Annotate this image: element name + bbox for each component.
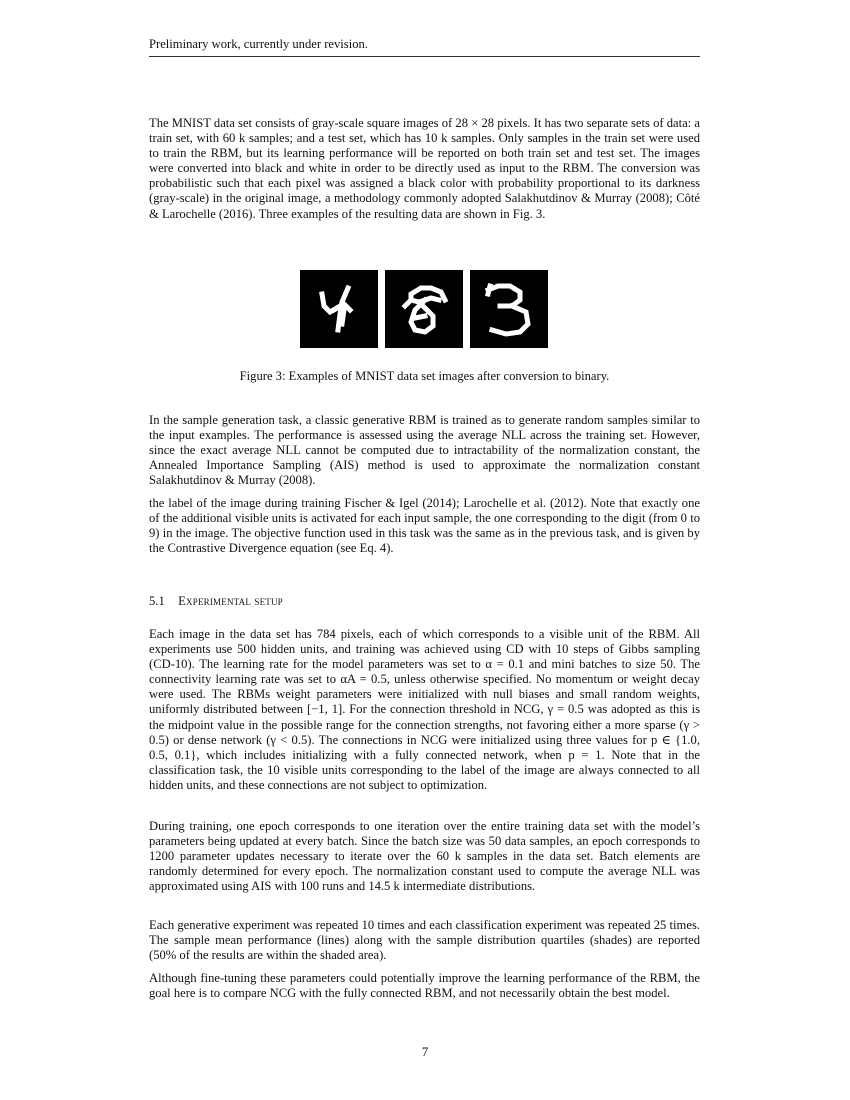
running-header: Preliminary work, currently under revision. — [149, 38, 700, 57]
paragraph-classification-label: the label of the image during training Fischer & Igel (2014); Larochelle et al. (2012). Note that exactly one of the additional visible units is activated for each input sample, the one corresponding to the digit (from 0 to 9) in the image. The objective function used in this task was the same as in the previous task, and is given by the Contrastive Divergence equation (see Eq. 4). — [149, 496, 700, 556]
section-heading-5-1 — [149, 594, 283, 609]
paragraph-fine-tuning: Although fine-tuning these parameters could potentially improve the learning performance of the RBM, the goal here is to compare NCG with the fully connected RBM, and not necessarily obtain the best model. — [149, 971, 700, 1001]
paragraph-repetitions: Each generative experiment was repeated 10 times and each classification experiment was repeated 25 times. The sample mean performance (lines) along with the sample distribution quartiles (shades) are reported (50% of the results are within the shaded area). — [149, 918, 700, 963]
section-title: Experimental setup — [178, 594, 283, 608]
mnist-digit-4-image — [300, 270, 378, 348]
paragraph-sample-generation: In the sample generation task, a classic generative RBM is trained as to generate random samples similar to the input examples. The performance is assessed using the average NLL across the training set. However, since the exact average NLL cannot be computed due to intractability of the normalization constant, the Annealed Importance Sampling (AIS) method is used to approximate the normalization constant Salakhutdinov & Murray (2008). — [149, 413, 700, 488]
paragraph-mnist-description: The MNIST data set consists of gray-scale square images of 28 × 28 pixels. It has two separate sets of data: a train set, with 60 k samples; and a test set, which has 10 k samples. Only samples in the train set were used to train the RBM, but its learning performance will be reported on both train set and test set. The images were converted into black and white in order to be directly used as input to the RBM. The conversion was probabilistic such that each pixel was assigned a black color with probability proportional to its darkness (gray-scale) in the original image, a methodology commonly adopted Salakhutdinov & Murray (2008); Côté & Larochelle (2016). Three examples of the resulting data are shown in Fig. 3. — [149, 116, 700, 221]
paragraph-training-epochs: During training, one epoch corresponds to one iteration over the entire training data set with the model’s parameters being updated at every batch. Since the batch size was 50 data samples, an epoch corresponds to 1200 parameter updates necessary to iterate over the 60 k samples in the data set. Batch elements are randomly determined for every epoch. The normalization constant used to compute the average NLL was approximated using AIS with 100 runs and 14.5 k intermediate distributions. — [149, 819, 700, 894]
figure-3-caption: Figure 3: Examples of MNIST data set images after conversion to binary. — [239, 369, 610, 383]
figure-3 — [300, 270, 550, 348]
page-number: 7 — [421, 1045, 429, 1059]
mnist-digit-8-image — [385, 270, 463, 348]
paragraph-experimental-details: Each image in the data set has 784 pixels, each of which corresponds to a visible unit of the RBM. All experiments use 500 hidden units, and training was achieved using CD with 10 steps of Gibbs sampling (CD-10). The learning rate for the model parameters was set to α = 0.1 and mini batches to size 50. The connectivity learning rate was set to αA = 0.5, unless otherwise specified. No momentum or weight decay were used. The RBMs weight parameters were initialized with null biases and small random weights, uniformly distributed between [−1, 1]. For the connection threshold in NCG, γ = 0.5 was adopted as this is the midpoint value in the possible range for the connection strengths, not favoring either a more sparse (γ > 0.5) or dense network (γ < 0.5). The connections in NCG were initialized using three values for p ∈ {1.0, 0.5, 0.1}, which includes initializing with a fully connected network, when p = 1. Note that in the classification task, the 10 visible units corresponding to the label of the image are always connected to all hidden units, and these connections are not subject to optimization. — [149, 627, 700, 792]
section-number: 5.1 — [149, 594, 165, 608]
mnist-digit-3-image — [470, 270, 548, 348]
